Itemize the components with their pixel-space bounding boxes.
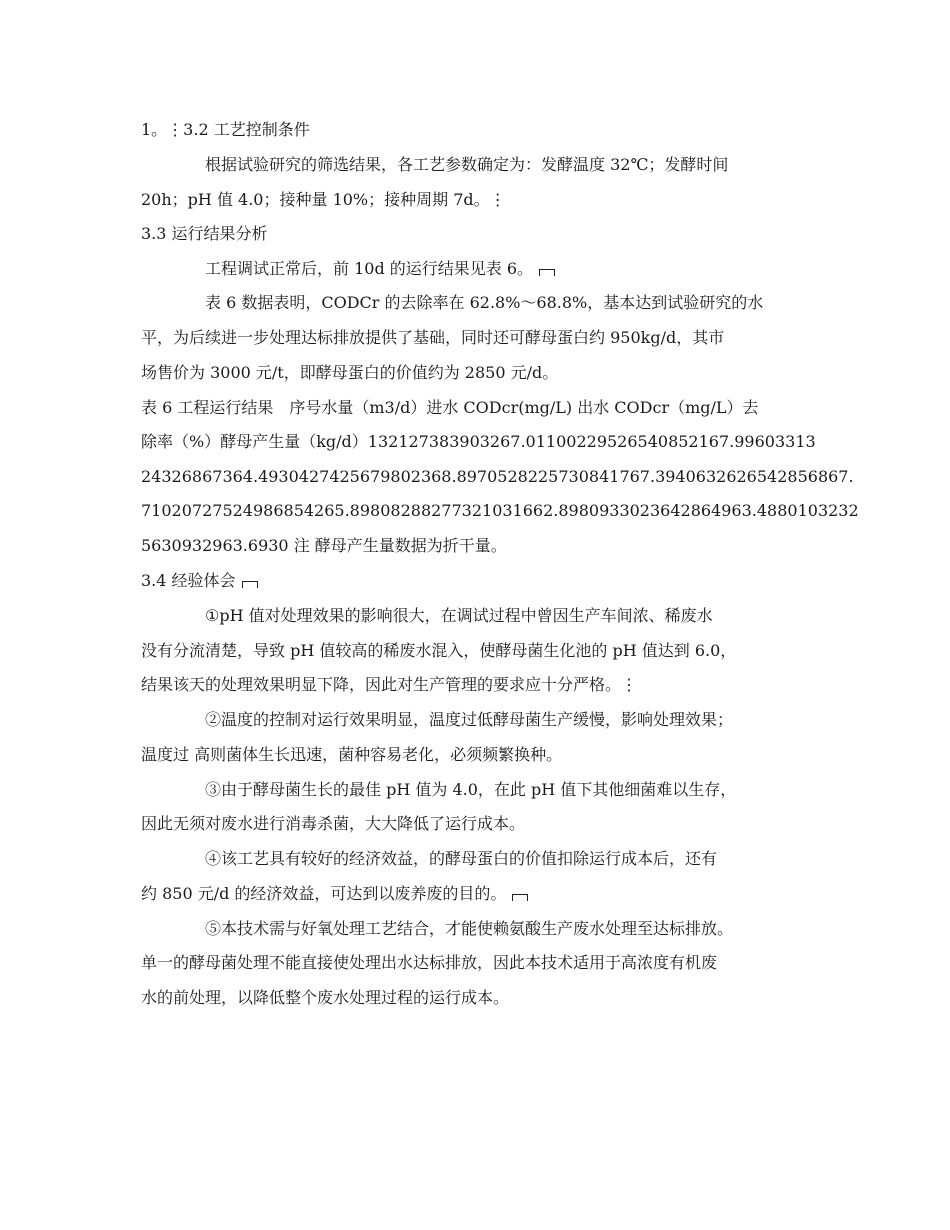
heading-3-2: 1。⋮3.2 工艺控制条件 — [141, 120, 310, 139]
paragraph-line: 没有分流清楚，导致 pH 值较高的稀废水混入，使酵母菌生化池的 pH 值达到 6.0， — [141, 641, 737, 660]
heading-3-4: 3.4 经验体会 — [141, 568, 831, 594]
paragraph-line: 单一的酵母菌处理不能直接使处理出水达标排放，因此本技术适用于高浓度有机废 — [141, 953, 718, 972]
paragraph-line: 根据试验研究的筛选结果，各工艺参数确定为：发酵温度 32℃；发酵时间 — [205, 155, 729, 174]
heading-3-3: 3.3 运行结果分析 — [141, 224, 268, 243]
paragraph-line: ⑤本技术需与好氧处理工艺结合，才能使赖氨酸生产废水处理至达标排放。 — [205, 919, 734, 938]
table-data-line: 7102072752498685426​5.89808288277321031662.8980933023642864963.4880103232 — [141, 501, 859, 520]
table-caption-line: 表 6 工程运行结果 序号水量（m3/d）进水 CODcr(mg/L) 出水 CODcr（mg/L）去 — [141, 398, 759, 417]
paragraph-line: 约 850 元/d 的经济效益，可达到以废养废的目的。 — [141, 881, 831, 907]
table-data-line: 除率（%）酵母产生量（kg/d）132127383903267.01100229526540852167.99603313 — [141, 432, 816, 451]
table-note-line: 5630932963.6930 注 酵母产生量数据为折干量。 — [141, 536, 507, 555]
paragraph-line: ①pH 值对处理效果的影响很大，在调试过程中曾因生产车间浓、稀废水 — [205, 606, 713, 625]
edit-mark-icon — [512, 894, 528, 901]
paragraph-line: ④该工艺具有较好的经济效益，的酵母蛋白的价值扣除运行成本后，还有 — [205, 849, 718, 868]
edit-mark-icon — [242, 581, 258, 588]
edit-mark-icon — [539, 269, 555, 276]
paragraph-line: 工程调试正常后，前 10d 的运行结果见表 6。 — [205, 256, 835, 282]
paragraph-line: 场售价为 3000 元/t，即酵母蛋白的价值约为 2850 元/d。 — [141, 363, 559, 382]
paragraph-line: 水的前处理，以降低整个废水处理过程的运行成本。 — [141, 988, 510, 1007]
paragraph-line: 结果该天的处理效果明显下降，因此对生产管理的要求应十分严格。⋮ — [141, 675, 638, 694]
paragraph-line: 20h；pH 值 4.0；接种量 10%；接种周期 7d。⋮ — [141, 190, 506, 209]
paragraph-line: ③由于酵母菌生长的最佳 pH 值为 4.0，在此 pH 值下其他细菌难以生存， — [205, 780, 737, 799]
paragraph-line: ②温度的控制对运行效果明显，温度过低酵母菌生产缓慢，影响处理效果； — [205, 710, 734, 729]
paragraph-line: 平，为后续进一步处理达标排放提供了基础，同时还可酵母蛋白约 950kg/d，其市 — [141, 328, 725, 347]
paragraph-line: 表 6 数据表明，CODCr 的去除率在 62.8%～68.8%，基本达到试验研究的水 — [205, 293, 764, 312]
paragraph-line: 温度过 高则菌体生长迅速，菌种容易老化，必须频繁换种。 — [141, 745, 563, 764]
table-data-line: 24326867364.4930427425679802368.8970528225730841767.3940632626542856867. — [141, 467, 854, 486]
paragraph-line: 因此无须对废水进行消毒杀菌，大大降低了运行成本。 — [141, 814, 526, 833]
